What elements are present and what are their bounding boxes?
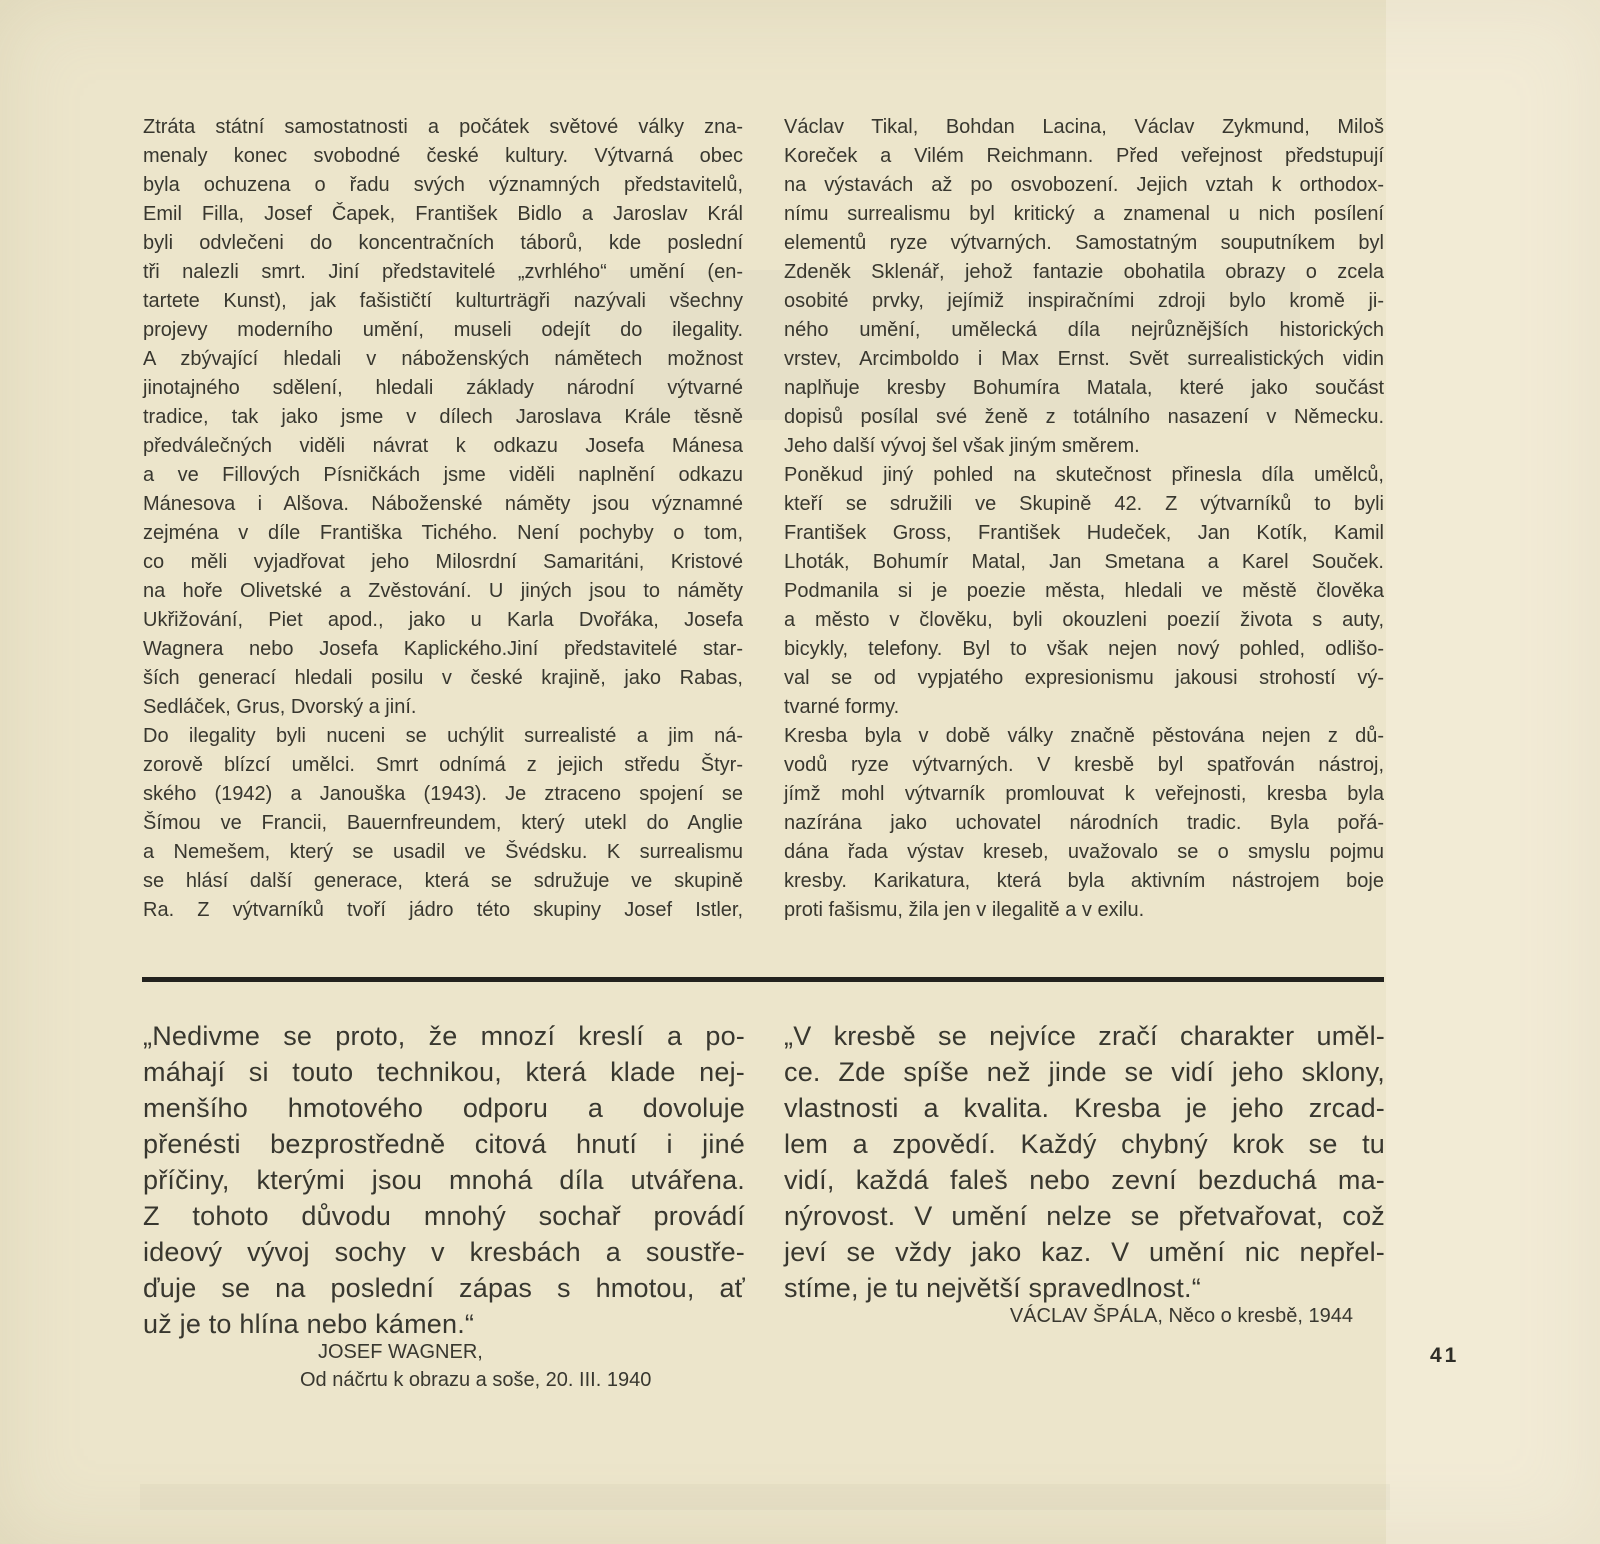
text-line: Ztráta státní samostatnosti a počátek světové války zna-: [143, 116, 743, 138]
scan-smudge-artifact: [140, 1484, 1390, 1510]
text-line: kteří se sdružili ve Skupině 42. Z výtvarníků to byli: [784, 493, 1384, 515]
text-line: na hoře Olivetské a Zvěstování. U jiných jsou to náměty: [143, 580, 743, 602]
text-line: elementů ryze výtvarných. Samostatným souputníkem byl: [784, 232, 1384, 254]
quote-right: [784, 1018, 1385, 1306]
text-line: A zbývající hledali v náboženských námětech možnost: [143, 348, 743, 370]
quote-right-attribution: VÁCLAV ŠPÁLA, Něco o kresbě, 1944: [1009, 1305, 1353, 1327]
text-line: na výstavách až po osvobození. Jejich vztah k orthodox-: [784, 174, 1384, 196]
text-line: Lhoták, Bohumír Matal, Jan Smetana a Karel Souček.: [784, 551, 1384, 573]
text-line: vlastnosti a kvalita. Kresba je jeho zrcad-: [784, 1093, 1385, 1123]
text-line: stíme, je tu největší spravedlnost.“: [784, 1273, 1201, 1303]
text-line: přenésti bezprostředně citová hnutí i jiné: [143, 1129, 745, 1159]
text-line: Podmanila si je poezie města, hledali ve městě člověka: [784, 580, 1384, 602]
text-line: projevy moderního umění, museli odejít do ilegality.: [143, 319, 743, 341]
text-line: Z tohoto důvodu mnohý sochař provádí: [143, 1201, 745, 1231]
text-line: osobité prvky, jejímiž inspiračními zdroji bylo kromě ji-: [784, 290, 1384, 312]
text-line: Poněkud jiný pohled na skutečnost přinesla díla umělců,: [784, 464, 1384, 486]
text-line: František Gross, František Hudeček, Jan Kotík, Kamil: [784, 522, 1384, 544]
text-line: ďuje se na poslední zápas s hmotou, ať: [143, 1273, 745, 1303]
text-line: tartete Kunst), jak fašističtí kulturträgři nazývali všechny: [143, 290, 743, 312]
text-line: Wagnera nebo Josefa Kaplického.Jiní představitelé star-: [143, 638, 743, 660]
text-line: Koreček a Vilém Reichmann. Před veřejnost předstupují: [784, 145, 1384, 167]
text-line: val se od vypjatého expresionismu jakousi strohostí vý-: [784, 667, 1384, 689]
text-line: proti fašismu, žila jen v ilegalitě a v exilu.: [784, 899, 1145, 921]
text-line: tři nalezli smrt. Jiní představitelé „zvrhlého“ umění (en-: [143, 261, 743, 283]
text-line: nazírána jako uchovatel národních tradic. Byla pořá-: [784, 812, 1384, 834]
text-line: Sedláček, Grus, Dvorský a jiní.: [143, 696, 417, 718]
text-line: Ra. Z výtvarníků tvoří jádro této skupiny Josef Istler,: [143, 899, 743, 921]
text-line: lem a zpovědí. Každý chybný krok se tu: [784, 1129, 1385, 1159]
quote-left-attribution-source: Od náčrtu k obrazu a soše, 20. III. 1940: [300, 1369, 652, 1391]
text-line: ších generací hledali posilu v české krajině, jako Rabas,: [143, 667, 743, 689]
article-left-column: [143, 113, 743, 925]
text-line: vidí, každá faleš nebo zevní bezduchá ma-: [784, 1165, 1385, 1195]
quote-left-attribution-name: JOSEF WAGNER,: [318, 1341, 483, 1363]
text-line: menaly konec svobodné české kultury. Výtvarná obec: [143, 145, 743, 167]
text-line: Jeho další vývoj šel však jiným směrem.: [784, 435, 1140, 457]
text-line: příčiny, kterými jsou mnohá díla utvářena.: [143, 1165, 745, 1195]
text-line: Do ilegality byli nuceni se uchýlit surrealisté a jim ná-: [143, 725, 743, 747]
text-line: a ve Fillových Písničkách jsme viděli naplnění odkazu: [143, 464, 743, 486]
text-line: máhají si touto technikou, která klade nej-: [143, 1057, 745, 1087]
text-line: „Nedivme se proto, že mnozí kreslí a po-: [143, 1021, 745, 1051]
text-line: Mánesova i Alšova. Náboženské náměty jsou významné: [143, 493, 743, 515]
text-line: zejména v díle Františka Tichého. Není pochyby o tom,: [143, 522, 743, 544]
text-line: Kresba byla v době války značně pěstována nejen z dů-: [784, 725, 1384, 747]
text-line: tvarné formy.: [784, 696, 900, 718]
section-divider-rule: [142, 977, 1384, 982]
scan-edge-artifact: [1386, 0, 1600, 1544]
text-line: ského (1942) a Janouška (1943). Je ztraceno spojení se: [143, 783, 743, 805]
text-line: už je to hlína nebo kámen.“: [143, 1309, 475, 1339]
text-line: Emil Filla, Josef Čapek, František Bidlo a Jaroslav Král: [143, 203, 743, 225]
text-line: ného umění, umělecká díla nejrůznějších historických: [784, 319, 1384, 341]
text-line: „V kresbě se nejvíce zračí charakter uměl-: [784, 1021, 1385, 1051]
text-line: vodů ryze výtvarných. V kresbě byl spatřován nástroj,: [784, 754, 1384, 776]
quote-left: [143, 1018, 745, 1342]
text-line: byla ochuzena o řadu svých významných představitelů,: [143, 174, 743, 196]
quote-left-attribution: [300, 1338, 651, 1394]
article-right-column: [784, 113, 1384, 925]
text-line: byli odvlečeni do koncentračních táborů, kde poslední: [143, 232, 743, 254]
text-line: Ukřižování, Piet apod., jako u Karla Dvořáka, Josefa: [143, 609, 743, 631]
text-line: předválečných viděli návrat k odkazu Josefa Mánesa: [143, 435, 743, 457]
text-line: se hlásí další generace, která se sdružuje ve skupině: [143, 870, 743, 892]
text-line: kresby. Karikatura, která byla aktivním nástrojem boje: [784, 870, 1384, 892]
text-line: tradice, tak jako jsme v dílech Jaroslava Krále těsně: [143, 406, 743, 428]
text-line: Šímou ve Francii, Bauernfreundem, který utekl do Anglie: [143, 812, 743, 834]
text-line: a Nemešem, který se usadil ve Švédsku. K surrealismu: [143, 841, 743, 863]
page-number: 41: [1430, 1344, 1460, 1367]
text-line: nýrovost. V umění nelze se přetvařovat, což: [784, 1201, 1385, 1231]
text-line: Zdeněk Sklenář, jehož fantazie obohatila obrazy o zcela: [784, 261, 1384, 283]
text-line: zorově blízcí umělci. Smrt odnímá z jejich středu Štyr-: [143, 754, 743, 776]
text-line: Václav Tikal, Bohdan Lacina, Václav Zykmund, Miloš: [784, 116, 1384, 138]
text-line: dopisů posílal své ženě z totálního nasazení v Německu.: [784, 406, 1384, 428]
text-line: menšího hmotového odporu a dovoluje: [143, 1093, 745, 1123]
text-line: vrstev, Arcimboldo i Max Ernst. Svět surrealistických vidin: [784, 348, 1384, 370]
text-line: dána řada výstav kreseb, uvažovalo se o smyslu pojmu: [784, 841, 1384, 863]
text-line: naplňuje kresby Bohumíra Matala, které jako součást: [784, 377, 1384, 399]
text-line: co měli vyjadřovat jeho Milosrdní Samaritáni, Kristové: [143, 551, 743, 573]
text-line: bicykly, telefony. Byl to však nejen nový pohled, odlišo-: [784, 638, 1384, 660]
text-line: jímž mohl výtvarník promlouvat k veřejnosti, kresba byla: [784, 783, 1384, 805]
text-line: ce. Zde spíše než jinde se vidí jeho sklony,: [784, 1057, 1385, 1087]
text-line: ideový vývoj sochy v kresbách a soustře-: [143, 1237, 745, 1267]
text-line: nímu surrealismu byl kritický a znamenal u nich posílení: [784, 203, 1384, 225]
text-line: a město v člověku, byli okouzleni poezií života s auty,: [784, 609, 1384, 631]
text-line: jinotajného sdělení, hledali základy národní výtvarné: [143, 377, 743, 399]
text-line: jeví se vždy jako kaz. V umění nic nepřel-: [784, 1237, 1385, 1267]
